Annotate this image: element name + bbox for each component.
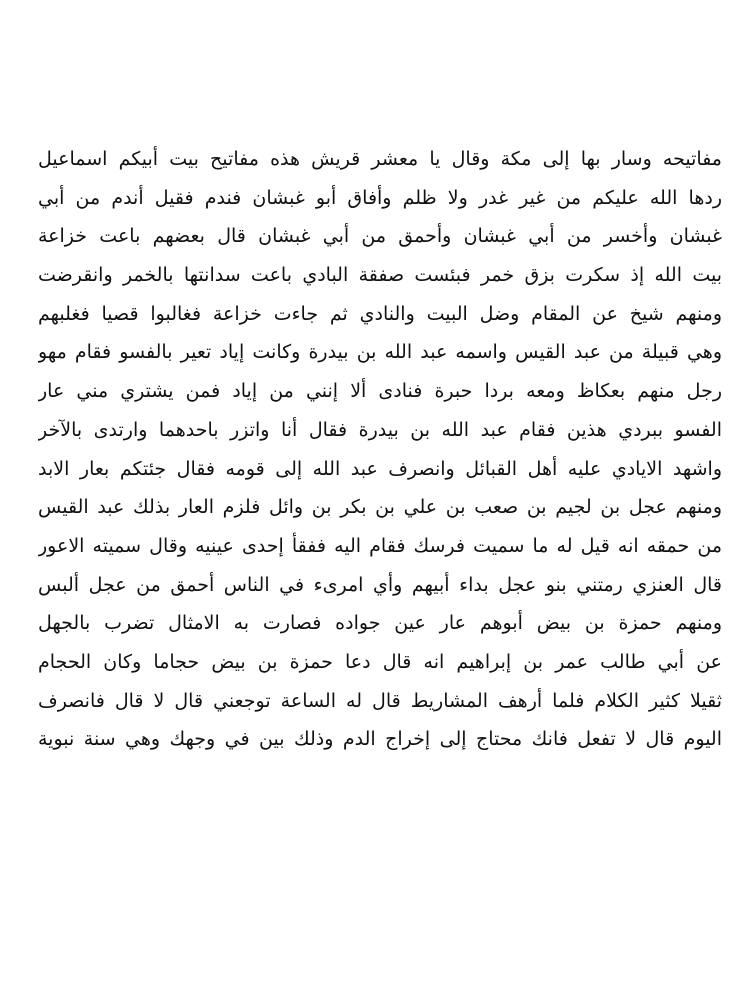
text-line: عن أبي طالب عمر بن إبراهيم انه قال دعا حمزة بن بيض حجاما وكان الحجام <box>38 650 722 673</box>
text-line: مفاتيحه وسار بها إلى مكة وقال يا معشر قريش هذه مفاتيح بيت أبيكم اسماعيل <box>38 148 722 170</box>
text-line: ثقيلا كثير الكلام فلما أرهف المشاريط قال له الساعة توجعني قال لا قال فانصرف <box>38 689 722 712</box>
text-line: ومنهم حمزة بن بيض أبوهم عار عين جواده فصارت به الامثال تضرب بالجهل <box>38 612 722 635</box>
text-line: وهي قبيلة من عبد القيس واسمه عبد الله بن بيدرة وكانت إياد تعير بالفسو فقام مهو <box>38 341 722 364</box>
text-line: قال العنزي رمتني بنو عجل بداء أبيهم وأي امرىء في الناس أحمق من عجل ألبس <box>38 573 722 596</box>
text-line: اليوم قال لا تفعل فانك محتاج إلى إخراج الدم وذلك بين في وجهك وهي سنة نبوية <box>38 728 722 751</box>
text-line: من حمقه انه قيل له ما سميت فرسك فقام اليه ففقأ إحدى عينيه وقال سميته الاعور <box>38 534 722 557</box>
text-line: ومنهم شيخ عن المقام وضل البيت والنادي ثم جاءت خزاعة فغالبوا قصيا فغلبهم <box>38 302 722 325</box>
body-text <box>38 140 722 759</box>
text-line: غبشان وأخسر من أبي غبشان وأحمق من أبي غبشان قال بعضهم باعت خزاعة <box>38 225 722 248</box>
text-line: رجل منهم بعكاظ ومعه بردا حبرة فنادى ألا إنني من إياد فمن يشتري مني عار <box>38 380 722 403</box>
text-line: الفسو ببردي هذين فقام عبد الله بن بيدرة فقال أنا واتزر باحدهما وارتدى بالآخر <box>38 418 722 441</box>
text-line: ردها الله عليكم من غير غدر ولا ظلم وأفاق أبو غبشان فندم فقيل أندم من أبي <box>38 186 722 209</box>
text-line: واشهد الايادي عليه أهل القبائل وانصرف عبد الله إلى قومه فقال جئتكم بعار الابد <box>38 457 722 480</box>
text-line: بيت الله إذ سكرت بزق خمر فبئست صفقة البادي باعت سدانتها بالخمر وانقرضت <box>38 264 722 287</box>
text-line: ومنهم عجل بن لجيم بن صعب بن علي بن بكر بن وائل فلزم العار بذلك عبد القيس <box>38 496 722 519</box>
